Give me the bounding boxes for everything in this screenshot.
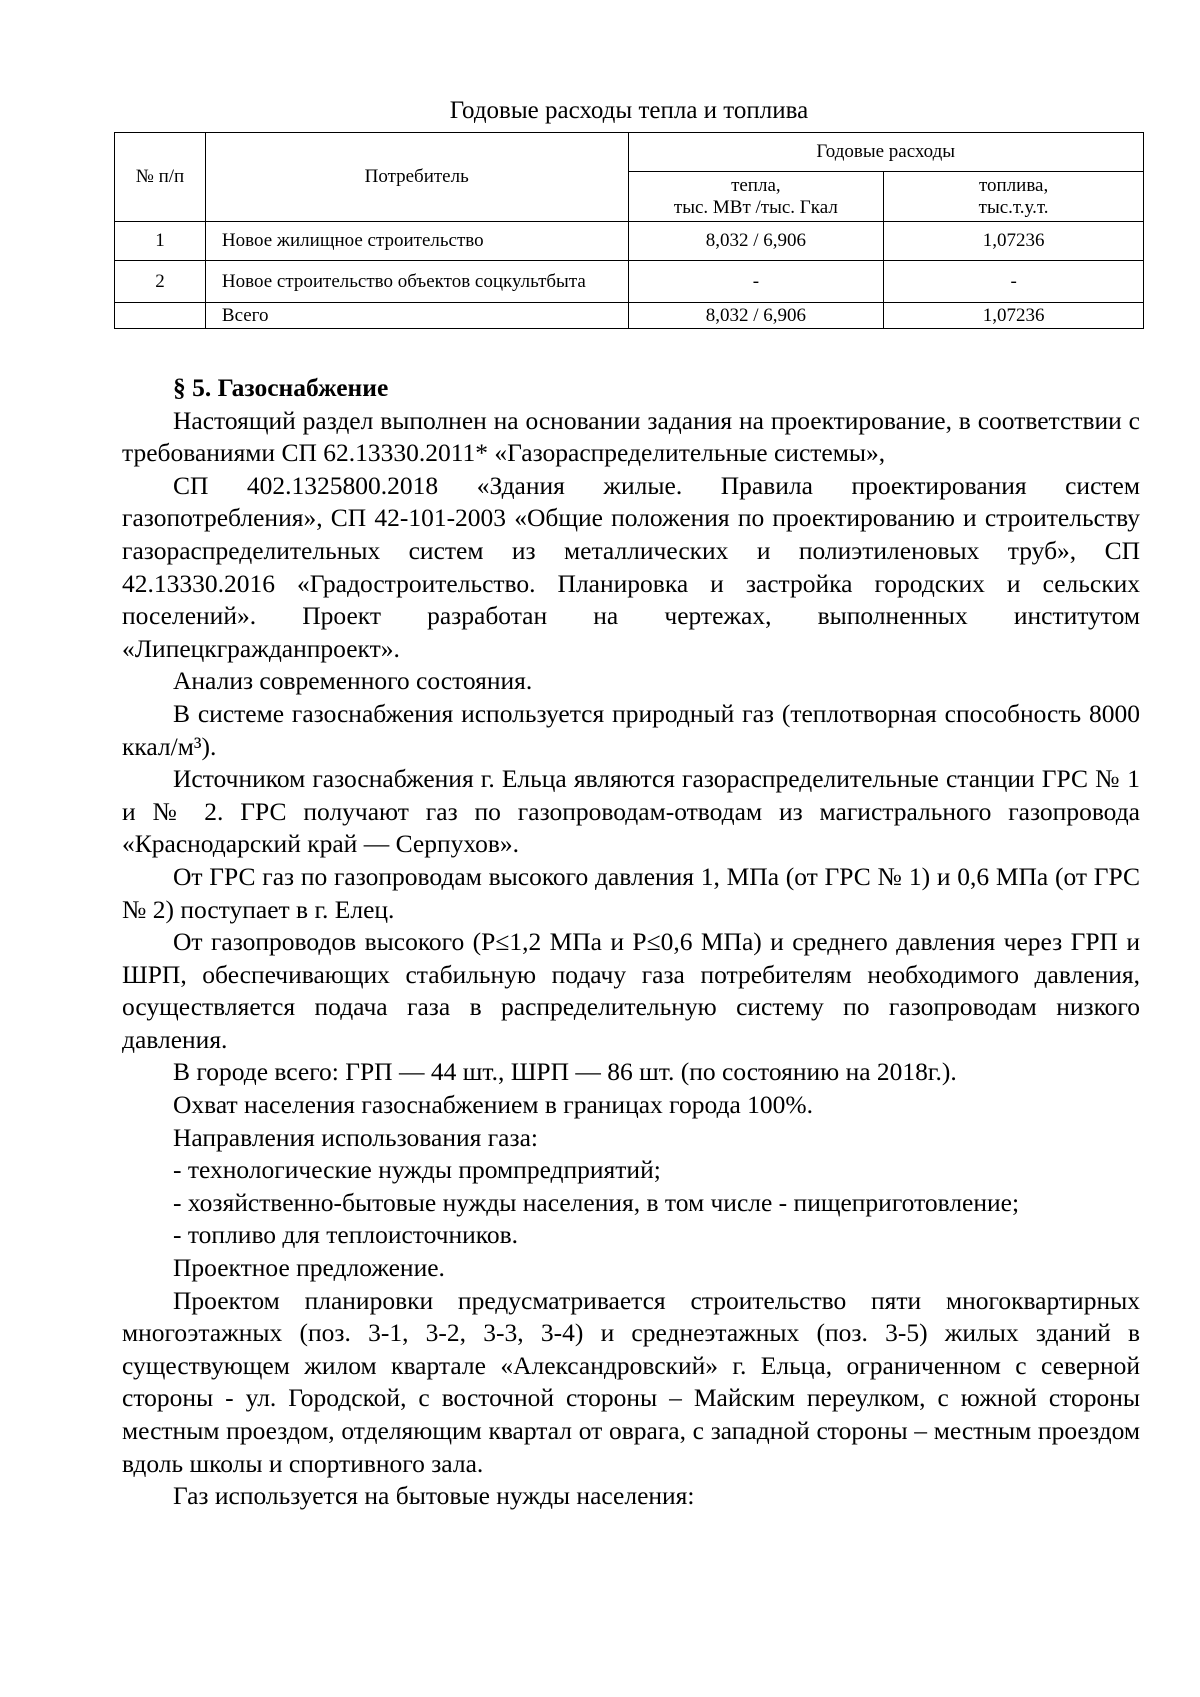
- paragraph: Проектом планировки предусматривается строительство пяти многоквартирных многоэтажных (поз. 3-1, 3-2, 3-3, 3-4) и среднеэтажных (поз. 3-5) жилых зданий в существующем жилом квартале «Александровский» г. Ельца, ограниченном с северной стороны - ул. Городской, с восточной стороны – Майским переулком, с южной стороны местным проездом, отделяющим квартал от оврага, с западной стороны – местным проездом вдоль школы и спортивного зала.: [122, 1285, 1140, 1478]
- list-item: - топливо для теплоисточников.: [173, 1220, 519, 1250]
- paragraph: Анализ современного состояния.: [173, 666, 533, 696]
- paragraph: В городе всего: ГРП — 44 шт., ШРП — 86 шт. (по состоянию на 2018г.).: [173, 1057, 957, 1087]
- header-annual: Годовые расходы: [628, 133, 1144, 172]
- consumption-table: [114, 132, 1144, 329]
- list-item: - технологические нужды промпредприятий;: [173, 1155, 661, 1185]
- cell-consumer: Новое строительство объектов соцкультбыта: [205, 261, 628, 303]
- paragraph: Настоящий раздел выполнен на основании задания на проектирование, в соответствии с требованиями СП 62.13330.2011* «Газораспределительные системы»,: [122, 405, 1140, 468]
- paragraph: В системе газоснабжения используется природный газ (теплотворная способность 8000 ккал/м³).: [122, 698, 1140, 761]
- paragraph: Источником газоснабжения г. Ельца являются газораспределительные станции ГРС № 1 и № 2. ГРС получают газ по газопроводам-отводам из магистрального газопровода «Краснодарский край — Серпухов».: [122, 764, 1140, 859]
- header-fuel: топлива, тыс.т.у.т.: [884, 172, 1144, 222]
- cell-fuel: 1,07236: [884, 222, 1144, 261]
- cell-heat: 8,032 / 6,906: [628, 303, 884, 329]
- table-caption: Годовые расходы тепла и топлива: [449, 97, 809, 124]
- paragraph: Проектное предложение.: [173, 1253, 445, 1283]
- header-heat: тепла, тыс. МВт /тыс. Гкал: [628, 172, 884, 222]
- section-heading: § 5. Газоснабжение: [173, 373, 389, 402]
- cell-num: 1: [115, 222, 206, 261]
- section-text: [122, 372, 1140, 1513]
- table-row: [115, 303, 1144, 329]
- paragraph: Направления использования газа:: [173, 1122, 538, 1152]
- cell-fuel: 1,07236: [884, 303, 1144, 329]
- list-item: - хозяйственно-бытовые нужды населения, в том числе - пищеприготовление;: [173, 1187, 1020, 1217]
- cell-num: 2: [115, 261, 206, 303]
- paragraph: От газопроводов высокого (Р≤1,2 МПа и Р≤0,6 МПа) и среднего давления через ГРП и ШРП, обеспечивающих стабильную подачу газа потребителям необходимого давления, осуществляется подача газа в распределительную систему по газопроводам низкого давления.: [122, 927, 1140, 1054]
- paragraph: СП 402.1325800.2018 «Здания жилые. Правила проектирования систем газопотребления», СП 42-101-2003 «Общие положения по проектированию и строительству газораспределительных систем из металлических и полиэтиленовых труб», СП 42.13330.2016 «Градостроительство. Планировка и застройка городских и сельских поселений». Проект разработан на чертежах, выполненных институтом «Липецкгражданпроект».: [122, 470, 1140, 663]
- cell-consumer: Новое жилищное строительство: [205, 222, 628, 261]
- cell-heat: -: [628, 261, 884, 303]
- paragraph: От ГРС газ по газопроводам высокого давления 1, МПа (от ГРС № 1) и 0,6 МПа (от ГРС № 2) поступает в г. Елец.: [122, 861, 1140, 924]
- table-row: [115, 261, 1144, 303]
- paragraph: Охват населения газоснабжением в границах города 100%.: [173, 1090, 814, 1120]
- paragraph: Газ используется на бытовые нужды населения:: [173, 1481, 695, 1511]
- cell-num: [115, 303, 206, 329]
- header-num: № п/п: [115, 133, 206, 222]
- header-consumer: Потребитель: [205, 133, 628, 222]
- cell-fuel: -: [884, 261, 1144, 303]
- cell-heat: 8,032 / 6,906: [628, 222, 884, 261]
- cell-consumer: Всего: [205, 303, 628, 329]
- table-row: [115, 222, 1144, 261]
